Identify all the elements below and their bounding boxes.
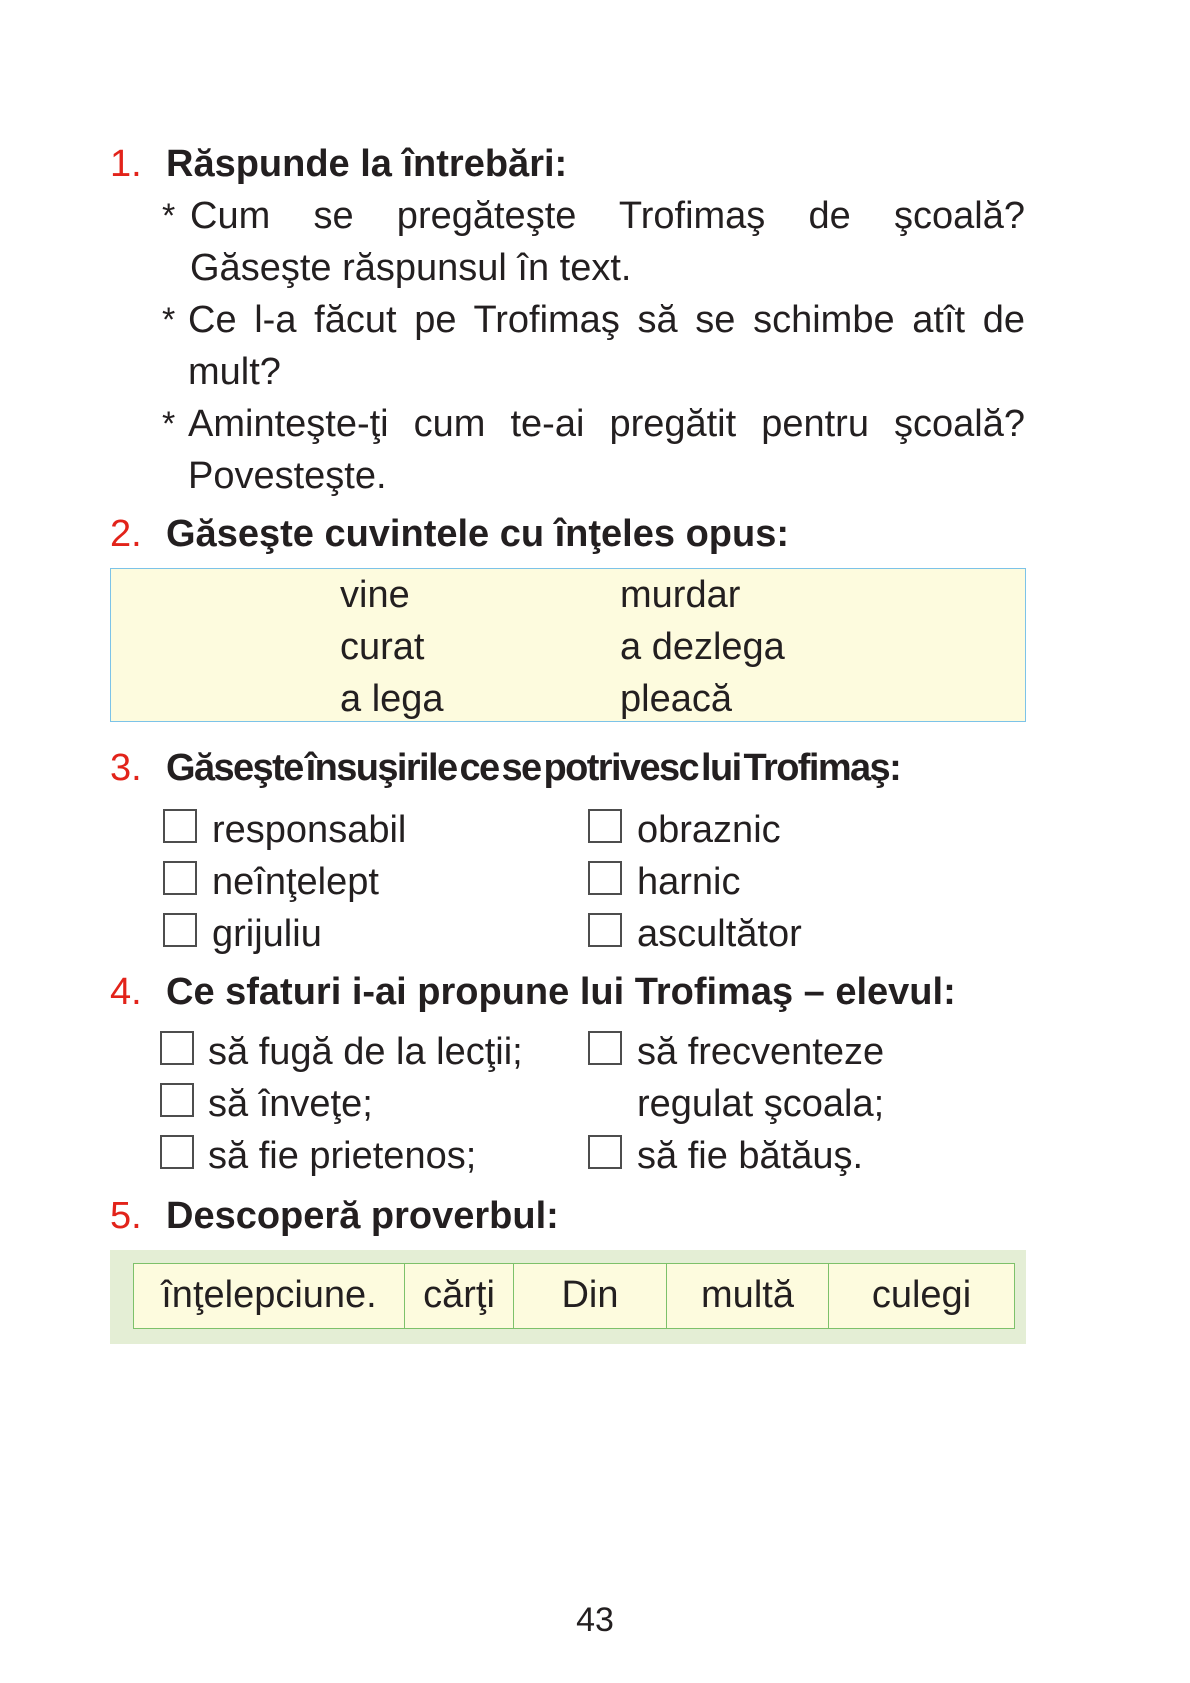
- question-line: mult?: [188, 351, 281, 393]
- question-line: Găseşte răspunsul în text.: [190, 247, 632, 289]
- antonym-word: vine: [340, 574, 410, 616]
- exercise-number: 2.: [110, 513, 142, 555]
- word-card[interactable]: multă: [667, 1264, 829, 1328]
- bullet-star: *: [162, 301, 176, 339]
- checkbox-label: responsabil: [212, 809, 407, 851]
- checkbox[interactable]: [160, 1031, 194, 1065]
- antonym-word: a dezlega: [620, 626, 785, 668]
- checkbox[interactable]: [163, 861, 197, 895]
- checkbox[interactable]: [588, 1135, 622, 1169]
- exercise-number: 1.: [110, 143, 142, 185]
- checkbox-label: neînţelept: [212, 861, 379, 903]
- checkbox[interactable]: [588, 913, 622, 947]
- checkbox[interactable]: [588, 1031, 622, 1065]
- antonym-word: curat: [340, 626, 425, 668]
- exercise-title: Găseşte însuşirile ce se potrivesc lui Trofimaş:: [166, 747, 901, 789]
- exercise-title: Găseşte cuvintele cu înţeles opus:: [166, 513, 789, 555]
- question-line: Cum se pregăteşte Trofimaş de şcoală?: [190, 195, 1025, 237]
- checkbox-label: să înveţe;: [208, 1083, 373, 1125]
- checkbox[interactable]: [588, 861, 622, 895]
- checkbox[interactable]: [588, 809, 622, 843]
- checkbox-label-continued: regulat şcoala;: [637, 1083, 885, 1125]
- checkbox-label: grijuliu: [212, 913, 322, 955]
- question-line: Povesteşte.: [188, 455, 387, 497]
- checkbox[interactable]: [163, 913, 197, 947]
- question-line: Ce l-a făcut pe Trofimaş să se schimbe atît de: [188, 299, 1025, 341]
- checkbox[interactable]: [160, 1135, 194, 1169]
- bullet-star: *: [162, 405, 176, 443]
- exercise-number: 5.: [110, 1195, 142, 1237]
- antonym-word: murdar: [620, 574, 741, 616]
- word-card[interactable]: culegi: [871, 1274, 972, 1316]
- checkbox-label: ascultător: [637, 913, 802, 955]
- antonyms-box: [110, 568, 1026, 722]
- antonym-word: pleacă: [620, 678, 732, 720]
- exercise-title: Răspunde la întrebări:: [166, 143, 568, 185]
- word-card[interactable]: cărţi: [405, 1264, 514, 1328]
- checkbox-label: să fie prietenos;: [208, 1135, 477, 1177]
- checkbox-label: harnic: [637, 861, 741, 903]
- checkbox-label: să fie bătăuş.: [637, 1135, 864, 1177]
- exercise-title: Ce sfaturi i-ai propune lui Trofimaş – elevul:: [166, 971, 956, 1013]
- bullet-star: *: [162, 197, 176, 235]
- checkbox-label: obraznic: [637, 809, 781, 851]
- exercise-number: 4.: [110, 971, 142, 1013]
- exercise-number: 3.: [110, 747, 142, 789]
- checkbox-label: să fugă de la lecţii;: [208, 1031, 523, 1073]
- proverb-panel: [110, 1250, 1026, 1344]
- checkbox-label: să frecventeze: [637, 1031, 885, 1073]
- question-line: Aminteşte-ţi cum te-ai pregătit pentru şcoală?: [188, 403, 1025, 445]
- exercise-title: Descoperă proverbul:: [166, 1195, 559, 1237]
- page-number: 43: [576, 1601, 614, 1639]
- antonym-word: a lega: [340, 678, 444, 720]
- word-cards-row: [133, 1263, 1015, 1329]
- checkbox[interactable]: [160, 1083, 194, 1117]
- word-card[interactable]: Din: [514, 1264, 667, 1328]
- word-card[interactable]: înţelepciune.: [134, 1264, 405, 1328]
- checkbox[interactable]: [163, 809, 197, 843]
